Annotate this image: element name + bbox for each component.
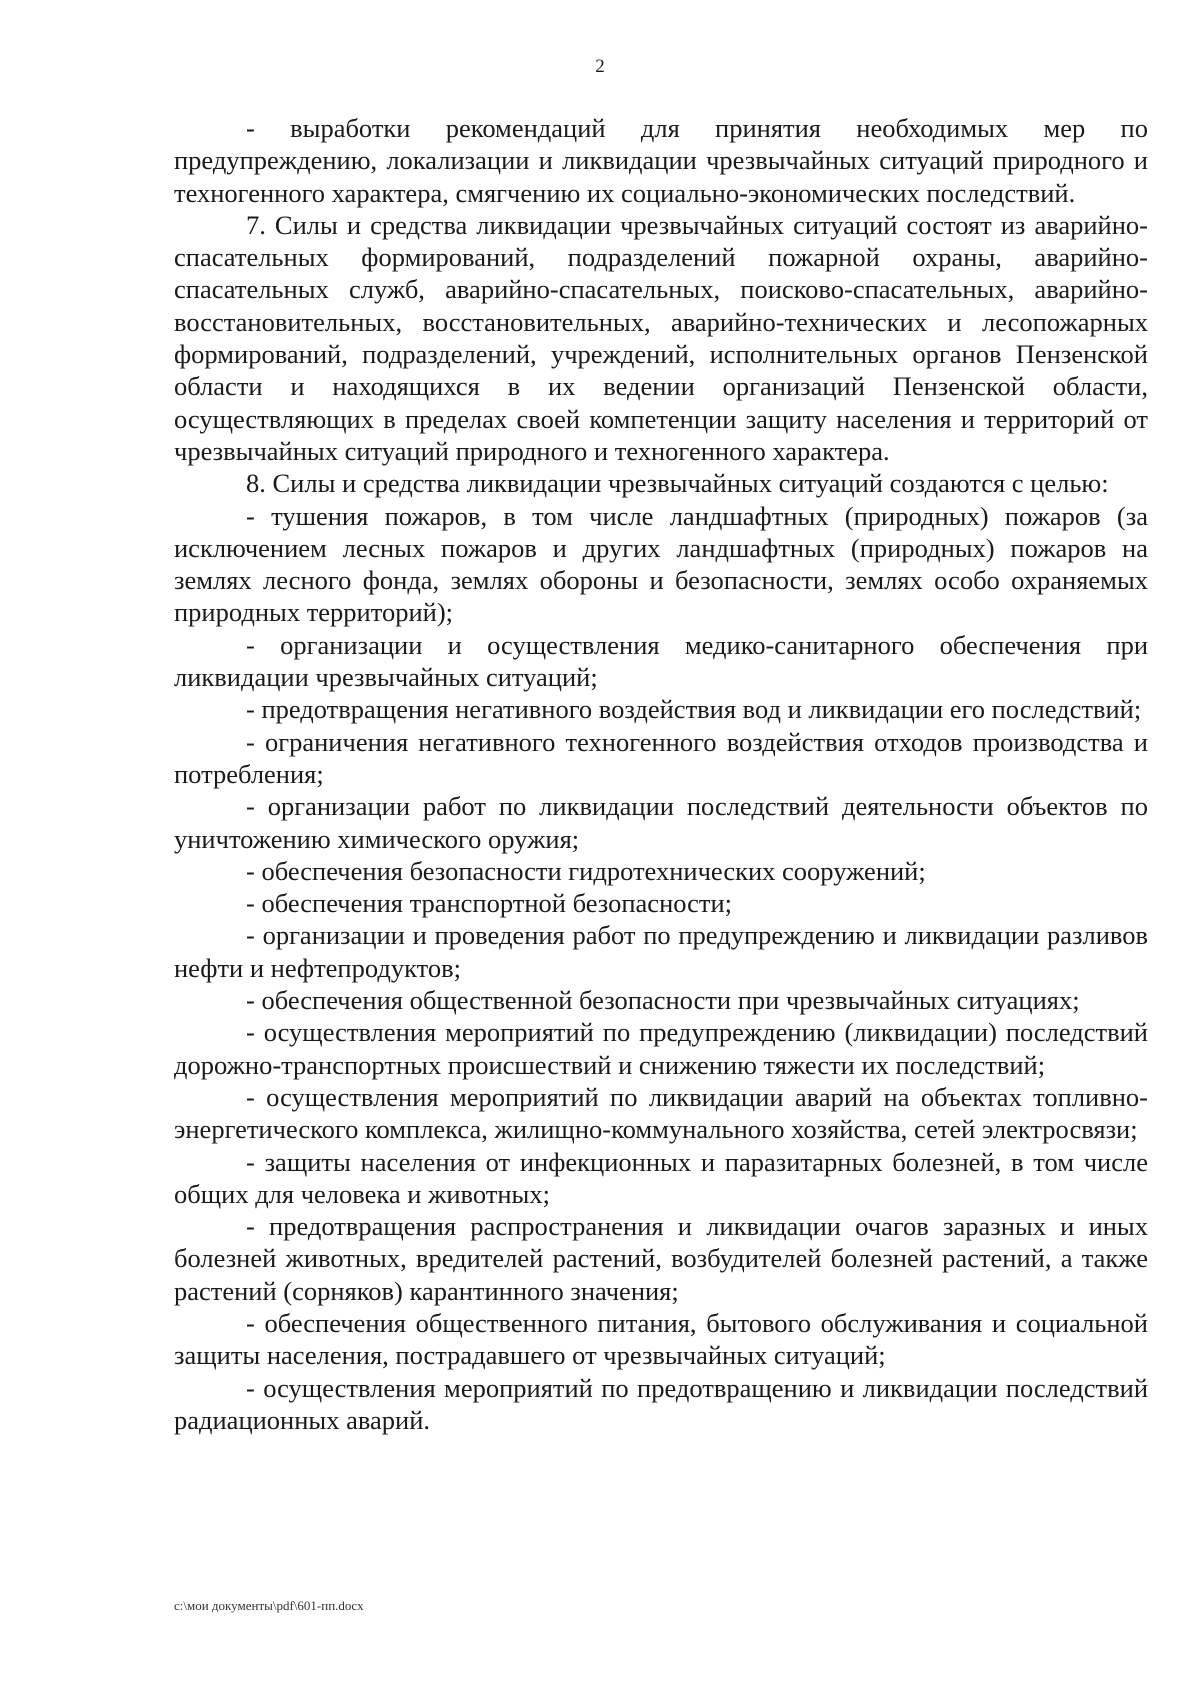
paragraph: - ограничения негативного техногенного воздействия отходов производства и потребления;	[174, 726, 1148, 789]
page-number: 2	[595, 56, 605, 77]
paragraph: - защиты населения от инфекционных и паразитарных болезней, в том числе общих для человека и животных;	[174, 1146, 1148, 1209]
paragraph: - осуществления мероприятий по предупреждению (ликвидации) последствий дорожно-транспортных происшествий и снижению тяжести их последствий;	[174, 1017, 1148, 1080]
file-path-footer: c:\мои документы\pdf\601-пп.docx	[174, 1598, 364, 1613]
paragraph: - организации и осуществления медико-санитарного обеспечения при ликвидации чрезвычайных ситуаций;	[174, 629, 1148, 693]
paragraph: - осуществления мероприятий по предотвращению и ликвидации последствий радиационных аварий.	[174, 1372, 1148, 1435]
paragraph: 7. Силы и средства ликвидации чрезвычайных ситуаций состоят из аварийно-спасательных формирований, подразделений пожарной охраны, аварийно-спасательных служб, аварийно-спасательных, поисково-спасательных, аварийно-восстановительных, восстановительных, аварийно-технических и лесопожарных формирований, подразделений, учреждений, исполнительных органов Пензенской области и находящихся в их ведении организаций Пензенской области, осуществляющих в пределах своей компетенции защиту населения и территорий от чрезвычайных ситуаций природного и техногенного характера.	[174, 209, 1148, 466]
paragraph: - организации и проведения работ по предупреждению и ликвидации разливов нефти и нефтепродуктов;	[174, 920, 1148, 983]
paragraph: - обеспечения безопасности гидротехнических сооружений;	[246, 855, 926, 886]
paragraph: - обеспечения транспортной безопасности;	[246, 888, 733, 919]
paragraph: - обеспечения общественной безопасности при чрезвычайных ситуациях;	[246, 985, 1080, 1016]
paragraph: - обеспечения общественного питания, бытового обслуживания и социальной защиты населения, пострадавшего от чрезвычайных ситуаций;	[174, 1307, 1148, 1371]
paragraph: - тушения пожаров, в том числе ландшафтных (природных) пожаров (за исключением лесных пожаров и других ландшафтных (природных) пожаров на землях лесного фонда, землях обороны и безопасности, землях особо охраняемых природных территорий);	[174, 500, 1148, 628]
paragraph: - организации работ по ликвидации последствий деятельности объектов по уничтожению химического оружия;	[174, 791, 1148, 854]
paragraph: - предотвращения распространения и ликвидации очагов заразных и иных болезней животных, вредителей растений, возбудителей болезней растений, а также растений (сорняков) карантинного значения;	[174, 1211, 1148, 1306]
paragraph: - осуществления мероприятий по ликвидации аварий на объектах топливно-энергетического комплекса, жилищно-коммунального хозяйства, сетей электросвязи;	[174, 1081, 1148, 1145]
paragraph: - выработки рекомендаций для принятия необходимых мер по предупреждению, локализации и ликвидации чрезвычайных ситуаций природного и техногенного характера, смягчению их социально-экономических последствий.	[174, 113, 1148, 208]
paragraph: 8. Силы и средства ликвидации чрезвычайных ситуаций создаются с целью:	[246, 468, 1109, 499]
paragraph: - предотвращения негативного воздействия вод и ликвидации его последствий;	[246, 694, 1142, 725]
document-body	[174, 112, 1148, 1436]
